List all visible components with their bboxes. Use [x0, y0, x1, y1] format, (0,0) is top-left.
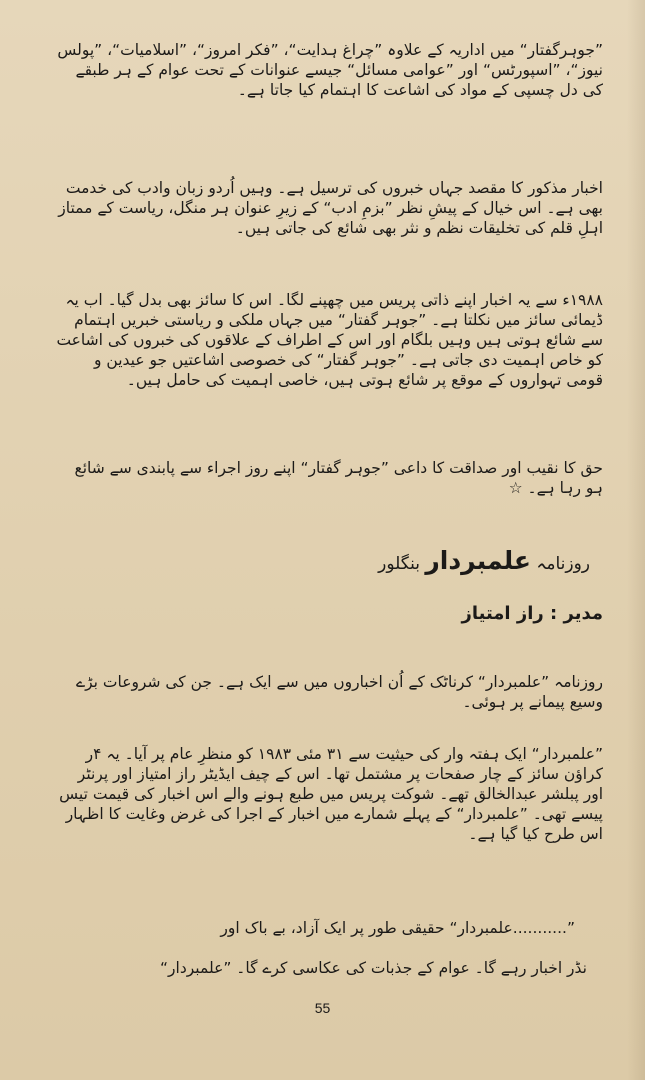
- paragraph-history-1988: ۱۹۸۸ء سے یہ اخبار اپنے ذاتی پریس میں چھپنے لگا۔ اس کا سائز بھی بدل گیا۔ اب یہ ڈیمائی سائز میں نکلتا ہے۔ ”جوہر گفتار“ میں جہاں ملکی و ریاستی خبریں اہتمام سے شائع ہوتی ہیں وہیں بلگام اور اس کے اطراف کے علاقوں کی خبروں کی اشاعت کو خاص اہمیت دی جاتی ہے۔ ”جوہر گفتار“ کی خصوصی اشاعتیں جو عیدین و قومی تہواروں کے موقع پر شائع ہوتی ہیں، خاصی اہمیت کی حامل ہیں۔: [56, 291, 603, 389]
- quote-line-2: نڈر اخبار رہے گا۔ عوام کے جذبات کی عکاسی کرے گا۔ ”علمبردار“: [160, 959, 587, 977]
- heading-city: بنگلور: [378, 554, 420, 574]
- page-edge-shadow: [627, 0, 645, 1080]
- heading-newspaper-name: علمبردار: [425, 546, 531, 575]
- paragraph-intro: روزنامہ ”علمبردار“ کرناٹک کے اُن اخباروں میں سے ایک ہے۔ جن کی شروعات بڑے وسیع پیمانے پر ہوئی۔: [76, 673, 603, 711]
- paragraph-closing: حق کا نقیب اور صداقت کا داعی ”جوہر گفتار“ اپنے روز اجراء سے پابندی سے شائع ہو رہا ہے۔ ☆: [74, 459, 603, 497]
- quote-line-1: ”...........علمبردار“ حقیقی طور پر ایک آزاد، بے باک اور: [220, 919, 575, 937]
- newspaper-heading: [378, 546, 590, 575]
- editor-line: مدیر : راز امتیاز: [461, 603, 603, 624]
- paragraph-sections-list: ”جوہرگفتار“ میں اداریہ کے علاوہ ”چراغ ہدایت“، ”فکر امروز“، ”اسلامیات“، ”پولس نیوز“، ”اسپورٹس“ اور ”عوامی مسائل“ جیسے عنوانات کے تحت عوام کے ہر طبقے کی دل چسپی کے مواد کی اشاعت کا اہتمام کیا جاتا ہے۔: [57, 41, 603, 99]
- paragraph-purpose: اخبار مذکور کا مقصد جہاں خبروں کی ترسیل ہے۔ وہیں اُردو زبان وادب کی خدمت بھی ہے۔ اس خیال کے پیشِ نظر ”بزمِ ادب“ کے زیرِ عنوان ہر منگل، ریاست کے ممتاز اہلِ قلم کی تخلیقات نظم و نثر بھی شائع کی جاتی ہیں۔: [58, 179, 603, 237]
- heading-prefix: روزنامہ: [536, 554, 590, 574]
- paragraph-launch: ”علمبردار“ ایک ہفتہ وار کی حیثیت سے ۳۱ مئی ۱۹۸۳ کو منظرِ عام پر آیا۔ یہ ۴ر کراؤن سائز کے چار صفحات پر مشتمل تھا۔ اس کے چیف ایڈیٹر راز امتیاز اور پرنٹر اور پبلشر عبدالخالق تھے۔ شوکت پریس میں طبع ہونے والے اس اخبار کی قیمت تیس پیسے تھی۔ ”علمبردار“ کے پہلے شمارے میں اخبار کے اجرا کی غرض وغایت کا اظہار اس طرح کیا گیا ہے۔: [59, 745, 603, 843]
- page-number: 55: [314, 1000, 331, 1016]
